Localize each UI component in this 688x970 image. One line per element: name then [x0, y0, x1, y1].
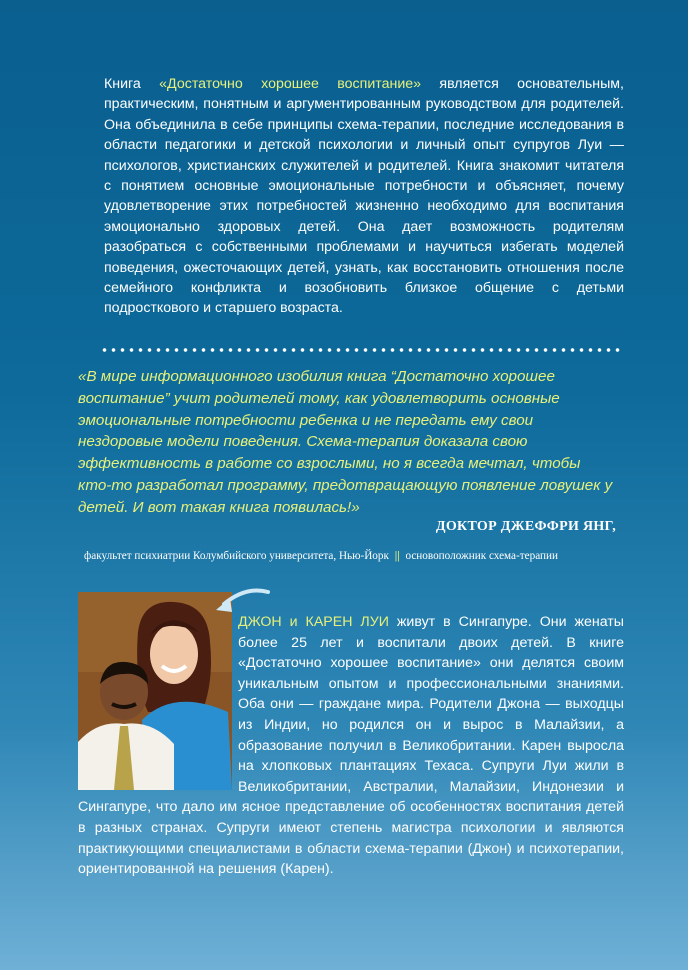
bio-text: живут в Сингапуре. Они женаты более 25 лет и воспитали двоих детей. В книге «Достаточно хорошее воспитание» они делятся своим уникальным опытом и профессиональными знаниями. Оба они — граждане мира. Родители Джона — выходцы из Индии, но родился он и вырос в Малайзии, а образование получил в Великобритании. Карен выросла на хлопковых плантациях Техаса. Супруги Луи жили в Великобритании, Австралии, Малайзии, Индонезии и Сингапуре, что дало им ясное представление об особенностях воспитания детей в разных странах. Супруги имеют степень магистра психологии и являются практикующими специалистами в области схема-терапии (Джон) и психотерапии, ориентированной на решения (Карен).: [78, 614, 624, 878]
intro-paragraph: [104, 74, 624, 319]
dotted-divider: [100, 347, 624, 353]
book-title: «Достаточно хорошее воспитание»: [159, 76, 422, 92]
affiliation-right: основоположник схема-терапии: [405, 550, 558, 562]
authors-names: ДЖОН и КАРЕН ЛУИ: [238, 614, 389, 630]
author-affiliation: [84, 550, 624, 562]
affiliation-left: факультет психиатрии Колумбийского университета, Нью-Йорк: [84, 550, 389, 562]
intro-body: является основательным, практическим, понятным и аргументированным руководством для родителей. Она объединила в себе принципы схема-терапии, последние исследования в области педагогики и детской психологии и личный опыт супругов Луи — психологов, христианских служителей и родителей. Книга знакомит читателя с понятием основные эмоциональные потребности и объясняет, почему удовлетворение этих потребностей жизненно необходимо для воспитания эмоционально здоровых детей. Она дает возможность родителям разобраться с собственными проблемами и научиться избегать моделей поведения, ожесточающих детей, узнать, как восстановить отношения после семейного конфликта и возобновить близкое общение с детьми подросткового и старшего возраста.: [104, 76, 624, 317]
intro-lead: Книга: [104, 76, 160, 92]
affiliation-separator: ||: [394, 550, 400, 562]
review-quote: «В мире информационного изобилия книга “Достаточно хорошее воспитание” учит родителей тому, как удовлетворить основные эмоциональные потребности ребенка и не передать ему свои нездоровые модели поведения. Схема-терапия доказала свою эффективность в работе со взрослыми, но я всегда мечтал, чтобы кто-то разработал программу, предотвращающую появление ловушек у детей. И вот такая книга появилась!»: [78, 368, 613, 516]
authors-bio: [78, 612, 624, 880]
photo-spacer: [78, 612, 238, 796]
quote-author: ДОКТОР ДЖЕФФРИ ЯНГ,: [435, 519, 616, 534]
